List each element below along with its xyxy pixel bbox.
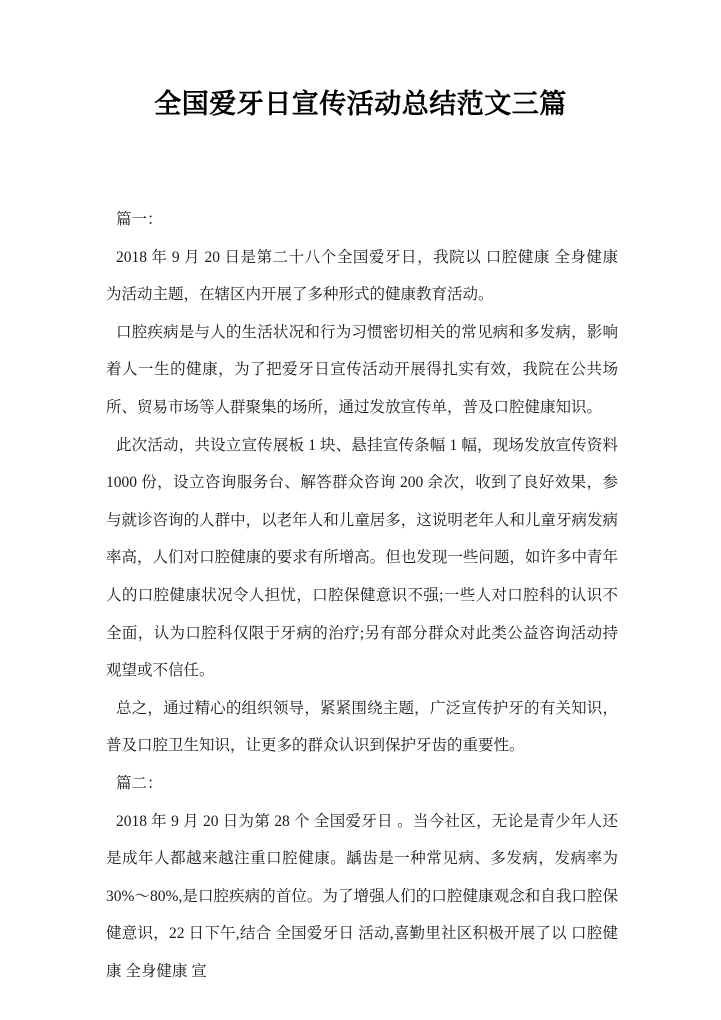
document-body [106,201,618,990]
section1-paragraph-1: 2018 年 9 月 20 日是第二十八个全国爱牙日，我院以 口腔健康 全身健康 为活动主题，在辖区内开展了多种形式的健康教育活动。 [106,248,618,304]
section1-label: 篇一： [116,211,163,228]
section1-paragraph-3: 此次活动，共设立宣传展板 1 块、悬挂宣传条幅 1 幅，现场发放宣传资料 1000 份，设立咨询服务台、解答群众咨询 200 余次，收到了良好效果，参与就诊咨询的人群中，以老年人和儿童居多，这说明老年人和儿童牙病发病率高，人们对口腔健康的要求有所增高。但也发现一些问题，如许多中青年人的口腔健康状况令人担忧，口腔保健意识不强;一些人对口腔科的认识不全面，认为口腔科仅限于牙病的治疗;另有部分群众对此类公益咨询活动持观望或不信任。 [106,436,618,680]
section1-paragraph-4: 总之，通过精心的组织领导，紧紧围绕主题，广泛宣传护牙的有关知识，普及口腔卫生知识，让更多的群众认识到保护牙齿的重要性。 [106,699,618,755]
document-title: 全国爱牙日宣传活动总结范文三篇 [154,89,567,119]
section2-paragraph-1: 2018 年 9 月 20 日为第 28 个 全国爱牙日 。当今社区，无论是青少年人还是成年人都越来越注重口腔健康。龋齿是一种常见病、多发病，发病率为 30%～80%,是口腔疾病的首位。为了增强人们的口腔健康观念和自我口腔保健意识，22 日下午,结合 全国爱牙日 活动,喜勤里社区积极开展了以 口腔健康 全身健康 宣 [106,812,618,980]
section2-label: 篇二： [116,774,163,792]
section1-paragraph-2: 口腔疾病是与人的生活状况和行为习惯密切相关的常见病和多发病，影响着人一生的健康，为了把爱牙日宣传活动开展得扎实有效，我院在公共场所、贸易市场等人群聚集的场所，通过发放宣传单，普及口腔健康知识。 [106,323,618,416]
